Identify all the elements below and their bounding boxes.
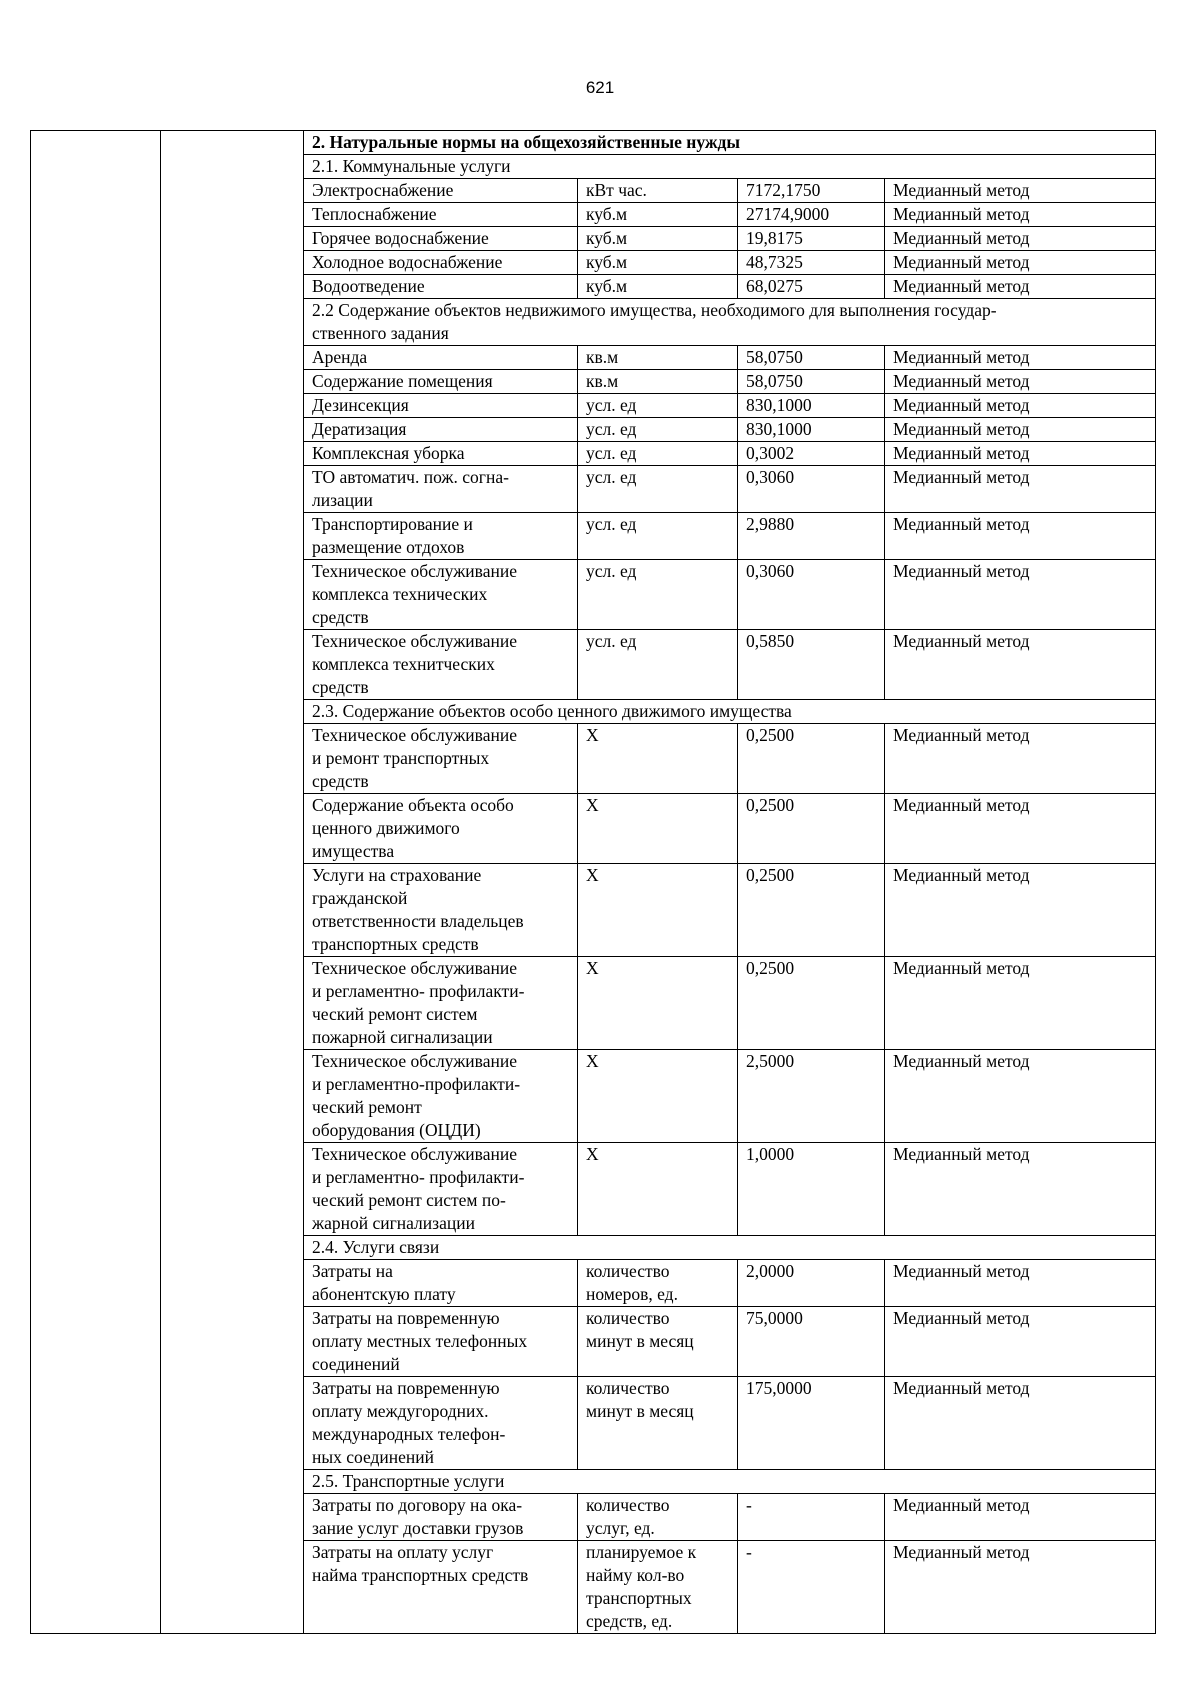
method-cell: Медианный метод [885, 1260, 1156, 1307]
unit-cell: усл. ед [578, 418, 738, 442]
cost-name-cell: Затраты на повременную оплату местных телефонных соединений [304, 1307, 578, 1377]
unit-cell: Х [578, 957, 738, 1050]
norm-value-cell: 830,1000 [738, 394, 885, 418]
cost-name-cell: Техническое обслуживание и ремонт транспортных средств [304, 724, 578, 794]
unit-cell: Х [578, 1050, 738, 1143]
unit-cell: Х [578, 794, 738, 864]
method-cell: Медианный метод [885, 394, 1156, 418]
page-number: 621 [585, 78, 615, 97]
unit-cell: усл. ед [578, 630, 738, 700]
norm-value-cell: 7172,1750 [738, 179, 885, 203]
unit-cell: кВт час. [578, 179, 738, 203]
cost-name-cell: Техническое обслуживание и регламентно- профилакти- ческий ремонт систем по- жарной сигнализации [304, 1143, 578, 1236]
norm-value-cell: 1,0000 [738, 1143, 885, 1236]
unit-cell: Х [578, 724, 738, 794]
norm-value-cell: 68,0275 [738, 275, 885, 299]
empty-column-1 [31, 131, 161, 1634]
empty-column-2 [161, 131, 304, 1634]
method-cell: Медианный метод [885, 227, 1156, 251]
method-cell: Медианный метод [885, 957, 1156, 1050]
norm-value-cell: 0,2500 [738, 794, 885, 864]
norm-value-cell: 0,2500 [738, 724, 885, 794]
norm-value-cell: 19,8175 [738, 227, 885, 251]
method-cell: Медианный метод [885, 251, 1156, 275]
method-cell: Медианный метод [885, 442, 1156, 466]
section-title: 2. Натуральные нормы на общехозяйственные нужды [304, 131, 1156, 155]
method-cell: Медианный метод [885, 1541, 1156, 1634]
method-cell: Медианный метод [885, 794, 1156, 864]
cost-name-cell: Техническое обслуживание и регламентно- профилакти- ческий ремонт систем пожарной сигнализации [304, 957, 578, 1050]
unit-cell: Х [578, 864, 738, 957]
norm-value-cell: 58,0750 [738, 370, 885, 394]
method-cell: Медианный метод [885, 346, 1156, 370]
unit-cell: усл. ед [578, 466, 738, 513]
unit-cell: количество минут в месяц [578, 1307, 738, 1377]
cost-name-cell: Затраты на оплату услуг найма транспортных средств [304, 1541, 578, 1634]
table-row [31, 131, 1156, 155]
method-cell: Медианный метод [885, 864, 1156, 957]
cost-name-cell: Дератизация [304, 418, 578, 442]
method-cell: Медианный метод [885, 513, 1156, 560]
unit-cell: количество номеров, ед. [578, 1260, 738, 1307]
cost-name-cell: Затраты на повременную оплату междугородних. международных телефон- ных соединений [304, 1377, 578, 1470]
cost-name-cell: Комплексная уборка [304, 442, 578, 466]
unit-cell: Х [578, 1143, 738, 1236]
norm-value-cell: 27174,9000 [738, 203, 885, 227]
method-cell: Медианный метод [885, 370, 1156, 394]
method-cell: Медианный метод [885, 203, 1156, 227]
unit-cell: планируемое к найму кол-во транспортных средств, ед. [578, 1541, 738, 1634]
unit-cell: куб.м [578, 275, 738, 299]
cost-name-cell: Затраты по договору на ока- зание услуг доставки грузов [304, 1494, 578, 1541]
norm-value-cell: 175,0000 [738, 1377, 885, 1470]
method-cell: Медианный метод [885, 560, 1156, 630]
norm-value-cell: 0,3002 [738, 442, 885, 466]
unit-cell: усл. ед [578, 513, 738, 560]
method-cell: Медианный метод [885, 1494, 1156, 1541]
norm-value-cell: 0,3060 [738, 466, 885, 513]
norm-value-cell: 2,0000 [738, 1260, 885, 1307]
unit-cell: куб.м [578, 203, 738, 227]
method-cell: Медианный метод [885, 630, 1156, 700]
unit-cell: усл. ед [578, 394, 738, 418]
group-title: 2.3. Содержание объектов особо ценного движимого имущества [304, 700, 1156, 724]
norm-value-cell: 75,0000 [738, 1307, 885, 1377]
cost-name-cell: Холодное водоснабжение [304, 251, 578, 275]
norm-value-cell: 2,5000 [738, 1050, 885, 1143]
unit-cell: куб.м [578, 251, 738, 275]
norm-value-cell: 830,1000 [738, 418, 885, 442]
cost-name-cell: Транспортирование и размещение отдохов [304, 513, 578, 560]
unit-cell: количество минут в месяц [578, 1377, 738, 1470]
cost-name-cell: Дезинсекция [304, 394, 578, 418]
cost-name-cell: Услуги на страхование гражданской ответственности владельцев транспортных средств [304, 864, 578, 957]
cost-name-cell: Содержание объекта особо ценного движимого имущества [304, 794, 578, 864]
cost-name-cell: Содержание помещения [304, 370, 578, 394]
cost-name-cell: Горячее водоснабжение [304, 227, 578, 251]
cost-name-cell: Водоотведение [304, 275, 578, 299]
cost-name-cell: Электроснабжение [304, 179, 578, 203]
unit-cell: количество услуг, ед. [578, 1494, 738, 1541]
cost-name-cell: Техническое обслуживание комплекса технических средств [304, 560, 578, 630]
method-cell: Медианный метод [885, 466, 1156, 513]
norm-value-cell: - [738, 1541, 885, 1634]
cost-name-cell: ТО автоматич. пож. согна- лизации [304, 466, 578, 513]
method-cell: Медианный метод [885, 418, 1156, 442]
group-title: 2.5. Транспортные услуги [304, 1470, 1156, 1494]
method-cell: Медианный метод [885, 1050, 1156, 1143]
norm-value-cell: 0,2500 [738, 957, 885, 1050]
group-title: 2.1. Коммунальные услуги [304, 155, 1156, 179]
cost-name-cell: Теплоснабжение [304, 203, 578, 227]
norm-value-cell: 48,7325 [738, 251, 885, 275]
norm-value-cell: 2,9880 [738, 513, 885, 560]
unit-cell: куб.м [578, 227, 738, 251]
group-title: 2.4. Услуги связи [304, 1236, 1156, 1260]
unit-cell: усл. ед [578, 442, 738, 466]
method-cell: Медианный метод [885, 1307, 1156, 1377]
unit-cell: усл. ед [578, 560, 738, 630]
cost-name-cell: Техническое обслуживание и регламентно-профилакти- ческий ремонт оборудования (ОЦДИ) [304, 1050, 578, 1143]
cost-name-cell: Техническое обслуживание комплекса технитческих средств [304, 630, 578, 700]
method-cell: Медианный метод [885, 1377, 1156, 1470]
cost-name-cell: Затраты на абонентскую плату [304, 1260, 578, 1307]
cost-name-cell: Аренда [304, 346, 578, 370]
norm-value-cell: 0,3060 [738, 560, 885, 630]
method-cell: Медианный метод [885, 1143, 1156, 1236]
method-cell: Медианный метод [885, 179, 1156, 203]
norm-value-cell: - [738, 1494, 885, 1541]
norm-value-cell: 58,0750 [738, 346, 885, 370]
unit-cell: кв.м [578, 370, 738, 394]
method-cell: Медианный метод [885, 275, 1156, 299]
norm-value-cell: 0,5850 [738, 630, 885, 700]
method-cell: Медианный метод [885, 724, 1156, 794]
norm-value-cell: 0,2500 [738, 864, 885, 957]
norms-table [30, 130, 1156, 1634]
unit-cell: кв.м [578, 346, 738, 370]
group-title: 2.2 Содержание объектов недвижимого имущества, необходимого для выполнения государ- ственного задания [304, 299, 1156, 346]
